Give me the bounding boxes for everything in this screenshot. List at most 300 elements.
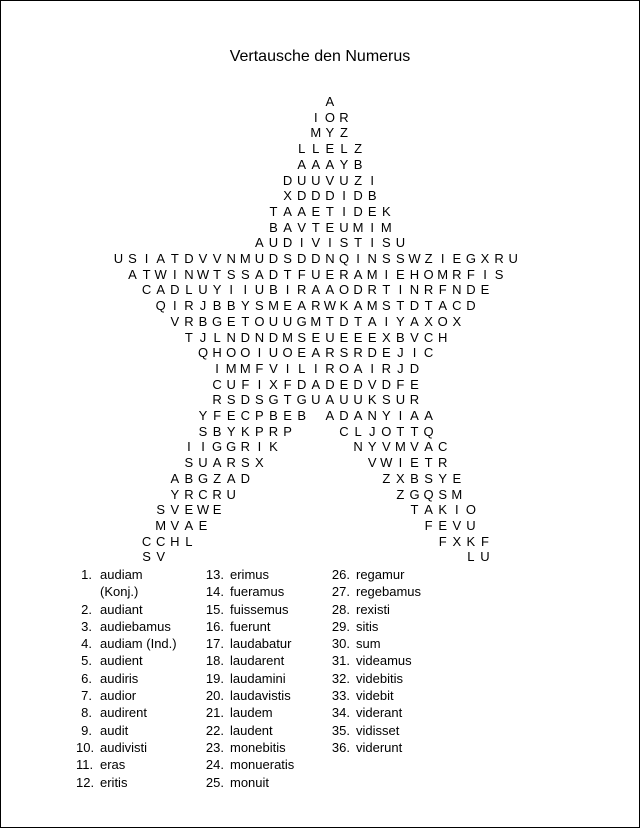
grid-letter: U [198, 282, 208, 298]
grid-letter: R [437, 455, 448, 471]
grid-letter: Z [396, 486, 405, 502]
grid-letter: G [197, 470, 209, 486]
grid-letter: Y [396, 313, 405, 329]
grid-letter: I [370, 235, 374, 251]
grid-letter: I [285, 282, 290, 298]
grid-letter: A [325, 94, 335, 109]
grid-letter: M [310, 313, 322, 329]
grid-letter: T [170, 251, 179, 266]
grid-letter: A [424, 439, 433, 455]
grid-letter: F [481, 533, 489, 549]
grid-letter: G [296, 313, 307, 329]
grid-letter: S [128, 251, 137, 266]
grid-letter: A [424, 502, 433, 518]
grid-letter: S [381, 235, 391, 251]
grid-letter: R [184, 313, 194, 329]
grid-letter: B [226, 298, 236, 314]
item-number: 18. [205, 653, 224, 669]
grid-letter: R [381, 360, 391, 376]
item-number: 14. [205, 584, 224, 600]
grid-letter: Y [325, 125, 335, 141]
grid-letter: U [198, 455, 208, 471]
grid-letter: X [269, 376, 278, 392]
grid-letter: L [467, 549, 475, 565]
grid-letter: J [397, 360, 404, 376]
item-word: monueratis [230, 757, 295, 773]
item-word: audiam [100, 567, 143, 582]
grid-letter: R [325, 360, 335, 376]
grid-letter: I [342, 188, 346, 204]
grid-letter: X [396, 470, 405, 486]
grid-letter: E [353, 329, 363, 345]
grid-letter: L [298, 360, 306, 376]
grid-letter: M [239, 360, 251, 376]
grid-letter: W [154, 266, 167, 282]
grid-letter: M [239, 251, 251, 266]
grid-letter: B [212, 423, 222, 439]
grid-letter: I [454, 502, 459, 518]
grid-letter: I [257, 345, 262, 361]
grid-letter: D [170, 282, 180, 298]
grid-letter: U [339, 392, 349, 408]
grid-letter: E [226, 408, 236, 423]
grid-letter: E [396, 266, 405, 282]
grid-letter: G [296, 392, 307, 408]
grid-letter: S [283, 251, 292, 266]
grid-letter: R [240, 439, 250, 455]
grid-letter: S [381, 298, 391, 314]
grid-letter: V [367, 376, 377, 392]
grid-letter: V [325, 172, 335, 188]
grid-letter: V [170, 517, 180, 533]
grid-letter: E [311, 329, 321, 345]
grid-letter: O [226, 345, 237, 361]
grid-letter: M [282, 329, 294, 345]
grid-letter: R [212, 392, 222, 408]
grid-letter: S [255, 298, 264, 314]
grid-letter: E [339, 329, 349, 345]
item-word: audient [100, 653, 143, 669]
grid-letter: N [226, 251, 236, 266]
item-word: regebamus [356, 584, 422, 600]
grid-letter: T [283, 392, 292, 408]
grid-letter: A [156, 251, 166, 266]
grid-letter: E [438, 517, 448, 533]
grid-letter: S [156, 502, 166, 518]
grid-letter: O [324, 109, 335, 125]
grid-letter: V [170, 313, 180, 329]
grid-letter: A [170, 470, 180, 486]
item-word: rexisti [356, 601, 390, 617]
item-number: 9. [81, 722, 92, 738]
grid-letter: E [410, 376, 419, 392]
item-number: 35. [331, 722, 350, 738]
grid-letter: T [382, 282, 391, 298]
grid-letter: L [298, 141, 306, 157]
grid-letter: D [240, 392, 250, 408]
grid-letter: R [184, 486, 194, 502]
grid-letter: T [424, 298, 433, 314]
grid-letter: U [113, 251, 124, 266]
item-number: 4. [81, 636, 92, 652]
grid-letter: R [353, 345, 363, 361]
grid-letter: G [212, 313, 223, 329]
grid-letter: I [313, 109, 318, 125]
item-number: 8. [81, 705, 92, 721]
grid-letter: U [508, 251, 518, 266]
item-word: sum [356, 636, 381, 652]
grid-letter: J [199, 298, 207, 314]
grid-letter: U [254, 282, 265, 298]
grid-letter: C [212, 376, 222, 392]
item-word: audirent [100, 705, 147, 721]
grid-letter: U [311, 172, 321, 188]
item-number: 3. [81, 618, 92, 634]
grid-letter: U [480, 549, 490, 565]
grid-letter: F [255, 360, 264, 376]
grid-letter: B [212, 298, 222, 314]
grid-letter: E [480, 282, 490, 298]
grid-letter: E [226, 313, 236, 329]
grid-letter: T [354, 313, 363, 329]
grid-letter: D [381, 376, 391, 392]
grid-letter: S [226, 392, 236, 408]
grid-letter: A [283, 203, 292, 219]
grid-letter: A [297, 298, 307, 314]
grid-letter: A [297, 203, 307, 219]
grid-letter: A [438, 298, 448, 314]
grid-letter: A [353, 266, 363, 282]
grid-letter: T [424, 455, 433, 471]
grid-letter: T [396, 298, 405, 314]
grid-letter: E [325, 219, 335, 235]
grid-letter: A [255, 266, 264, 282]
grid-letter: U [395, 392, 406, 408]
grid-letter: U [339, 219, 349, 235]
grid-letter: A [353, 360, 363, 376]
grid-letter: R [311, 298, 321, 314]
grid-letter: F [297, 266, 306, 282]
grid-letter: U [254, 251, 265, 266]
grid-letter: U [268, 313, 279, 329]
item-number: 11. [76, 757, 94, 773]
grid-letter: R [409, 392, 420, 408]
grid-letter: E [410, 455, 419, 471]
grid-letter: S [198, 423, 208, 439]
grid-letter: M [394, 439, 406, 455]
grid-letter: O [254, 313, 265, 329]
grid-letter: D [282, 172, 293, 188]
grid-letter: A [184, 517, 194, 533]
grid-letter: U [226, 376, 236, 392]
grid-letter: C [141, 282, 152, 298]
grid-letter: T [213, 266, 222, 282]
grid-letter: C [423, 345, 434, 361]
grid-letter: I [342, 203, 346, 219]
grid-letter: P [283, 423, 292, 439]
grid-letter: O [282, 345, 293, 361]
grid-letter: R [296, 282, 307, 298]
grid-letter: H [437, 329, 448, 345]
item-word: laudent [230, 722, 273, 738]
item-number: 26. [331, 567, 350, 582]
grid-letter: S [339, 345, 349, 361]
grid-letter: V [410, 329, 419, 345]
item-number: 28. [331, 601, 350, 617]
grid-letter: O [240, 345, 251, 361]
grid-letter: S [240, 266, 250, 282]
grid-letter: D [311, 251, 321, 266]
grid-letter: Y [367, 439, 377, 455]
item-word: audivisti [100, 739, 147, 755]
item-word: audiam (Ind.) [100, 636, 177, 652]
grid-letter: B [396, 329, 405, 345]
grid-letter: D [311, 188, 321, 204]
grid-letter: M [310, 125, 322, 141]
grid-letter: Q [338, 251, 350, 266]
item-word: viderunt [356, 739, 403, 755]
grid-letter: C [452, 298, 462, 314]
grid-letter: J [397, 345, 404, 361]
grid-letter: A [297, 156, 307, 172]
grid-letter: U [353, 392, 363, 408]
grid-letter: O [437, 313, 448, 329]
grid-letter: F [438, 533, 447, 549]
grid-letter: N [367, 408, 377, 423]
grid-letter: E [311, 203, 321, 219]
grid-letter: I [257, 439, 262, 455]
grid-letter: R [494, 251, 504, 266]
grid-letter: B [198, 313, 208, 329]
grid-letter: M [268, 298, 279, 314]
item-number: 23. [205, 739, 224, 755]
item-word: monebitis [230, 739, 286, 755]
grid-letter: M [225, 360, 237, 376]
grid-letter: U [311, 392, 321, 408]
grid-letter: A [283, 219, 292, 235]
grid-letter: U [311, 266, 321, 282]
grid-letter: U [282, 313, 293, 329]
grid-letter: K [367, 392, 377, 408]
grid-letter: R [226, 455, 236, 471]
item-number: 7. [81, 688, 92, 704]
grid-letter: U [296, 172, 307, 188]
grid-letter: Q [423, 486, 434, 502]
grid-letter: J [199, 329, 207, 345]
grid-letter: Y [212, 282, 222, 298]
grid-letter: L [185, 282, 193, 298]
item-word: audiant [100, 601, 143, 617]
grid-letter: D [353, 203, 363, 219]
grid-letter: A [367, 313, 377, 329]
grid-letter: X [283, 188, 292, 204]
grid-letter: I [370, 360, 374, 376]
grid-letter: S [438, 486, 448, 502]
grid-letter: W [196, 502, 210, 518]
item-number: 22. [205, 722, 224, 738]
item-word: viderant [356, 705, 403, 721]
item-word: monuit [230, 774, 270, 790]
grid-letter: R [212, 486, 222, 502]
grid-letter: E [283, 298, 292, 314]
grid-letter: G [226, 439, 237, 455]
grid-letter: Q [155, 298, 166, 314]
grid-letter: U [339, 172, 349, 188]
grid-letter: I [370, 219, 374, 235]
grid-letter: G [212, 439, 223, 455]
grid-letter: E [381, 345, 391, 361]
grid-letter: M [352, 219, 364, 235]
item-word: (Konj.) [100, 584, 139, 600]
grid-letter: D [240, 329, 250, 345]
grid-letter: I [172, 298, 177, 314]
grid-letter: F [396, 376, 405, 392]
grid-letter: X [452, 313, 462, 329]
item-number: 27. [331, 584, 350, 600]
grid-letter: S [226, 266, 236, 282]
item-word: vidisset [356, 722, 400, 738]
grid-letter: V [269, 360, 278, 376]
grid-letter: I [172, 266, 177, 282]
grid-letter: D [466, 282, 476, 298]
grid-letter: O [338, 360, 350, 376]
grid-letter: D [466, 298, 476, 314]
grid-letter: T [311, 219, 320, 235]
grid-letter: R [184, 298, 194, 314]
grid-letter: U [268, 235, 279, 251]
item-word: audior [100, 688, 137, 704]
item-number: 6. [81, 670, 92, 686]
item-word: fuerunt [230, 618, 271, 634]
grid-letter: E [325, 141, 335, 157]
grid-letter: X [424, 313, 433, 329]
grid-letter: S [339, 235, 349, 251]
grid-letter: V [297, 219, 307, 235]
grid-letter: Z [382, 470, 391, 486]
grid-letter: C [423, 329, 434, 345]
grid-letter: F [241, 376, 250, 392]
grid-letter: Y [170, 486, 180, 502]
grid-letter: C [155, 533, 166, 549]
item-word: audiris [100, 670, 139, 686]
grid-letter: T [325, 203, 334, 219]
grid-letter: H [170, 533, 180, 549]
item-number: 5. [81, 653, 92, 669]
grid-letter: O [465, 502, 476, 518]
grid-letter: S [297, 329, 307, 345]
grid-letter: V [311, 235, 321, 251]
grid-letter: A [311, 282, 321, 298]
item-number: 2. [81, 601, 92, 617]
grid-letter: A [325, 408, 335, 423]
grid-letter: M [380, 219, 392, 235]
grid-letter: E [367, 329, 377, 345]
item-word: sitis [356, 618, 379, 634]
item-number: 20. [205, 688, 224, 704]
grid-letter: D [353, 282, 363, 298]
item-number: 10. [76, 739, 95, 755]
grid-letter: A [424, 408, 433, 423]
grid-letter: S [255, 392, 264, 408]
grid-letter: F [283, 376, 292, 392]
grid-letter: X [480, 251, 490, 266]
grid-letter: D [339, 408, 349, 423]
grid-letter: D [296, 376, 307, 392]
grid-letter: G [409, 486, 420, 502]
grid-letter: T [142, 266, 151, 282]
grid-letter: I [299, 235, 304, 251]
grid-letter: U [226, 486, 236, 502]
item-word: laudem [230, 705, 273, 721]
grid-letter: L [340, 141, 348, 157]
grid-letter: B [410, 470, 419, 486]
grid-letter: Y [381, 408, 391, 423]
grid-letter: D [296, 251, 307, 266]
grid-letter: E [184, 502, 194, 518]
grid-letter: R [268, 423, 279, 439]
grid-letter: E [452, 251, 462, 266]
grid-letter: D [353, 376, 363, 392]
item-number: 36. [331, 739, 350, 755]
grid-letter: T [325, 313, 334, 329]
grid-letter: R [339, 109, 349, 125]
grid-letter: T [283, 266, 292, 282]
grid-letter: K [269, 439, 278, 455]
grid-letter: H [409, 266, 420, 282]
grid-letter: N [367, 251, 377, 266]
item-word: videbitis [356, 670, 403, 686]
grid-letter: I [370, 172, 374, 188]
item-number: 34. [331, 705, 350, 721]
grid-letter: V [156, 549, 166, 565]
item-word: laudabatur [230, 636, 292, 652]
grid-letter: M [366, 298, 378, 314]
item-word: regamur [356, 567, 405, 582]
item-number: 31. [331, 653, 350, 669]
item-number: 21. [205, 705, 224, 721]
grid-letter: I [215, 360, 219, 376]
worksheet-title: Vertausche den Numerus [229, 48, 411, 65]
grid-letter: I [440, 251, 445, 266]
item-number: 16. [205, 618, 224, 634]
item-word: laudamini [230, 670, 286, 686]
grid-letter: A [255, 235, 264, 251]
grid-letter: A [156, 282, 166, 298]
grid-letter: D [268, 266, 279, 282]
grid-letter: E [339, 376, 349, 392]
grid-letter: A [325, 392, 335, 408]
item-word: laudarent [230, 653, 285, 669]
item-word: audiebamus [100, 618, 171, 634]
grid-letter: T [410, 423, 419, 439]
grid-letter: A [325, 282, 335, 298]
grid-letter: I [384, 266, 389, 282]
item-word: eras [100, 757, 126, 773]
grid-letter: K [438, 502, 448, 518]
grid-letter: A [226, 470, 236, 486]
item-word: videbit [356, 688, 394, 704]
grid-letter: N [452, 282, 462, 298]
grid-letter: R [339, 266, 349, 282]
grid-letter: W [380, 455, 393, 471]
item-number: 12. [76, 774, 95, 790]
grid-letter: W [323, 298, 337, 314]
grid-letter: E [325, 266, 335, 282]
grid-letter: K [339, 298, 349, 314]
grid-letter: C [198, 486, 208, 502]
grid-letter: T [269, 203, 278, 219]
item-number: 33. [331, 688, 350, 704]
